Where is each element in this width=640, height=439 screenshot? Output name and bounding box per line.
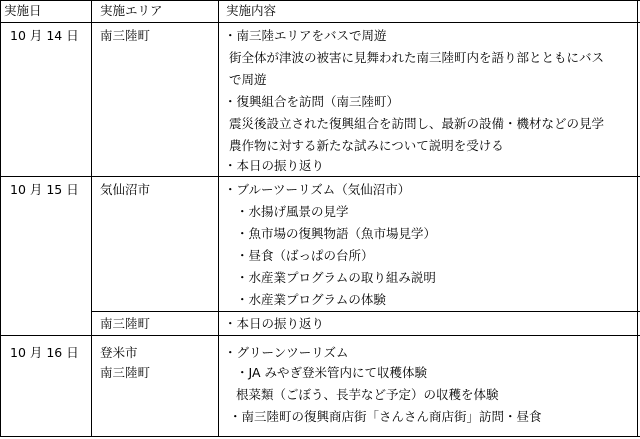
rule-col1 [91, 0, 92, 437]
rule-header [0, 22, 640, 23]
row2-line7: ・本日の振り返り [224, 316, 325, 331]
rule-bottom [0, 436, 640, 437]
row1-line6: 農作物に対する新たな試みについて説明を受ける [229, 138, 504, 153]
row3-line2: ・JA みやぎ登米管内にて収穫体験 [236, 365, 427, 380]
row2-area1: 気仙沼市 [100, 182, 151, 197]
row1-date: 10 月 14 日 [10, 28, 79, 43]
row1-line1: ・南三陸エリアをバスで周遊 [224, 28, 387, 43]
row3-area2: 南三陸町 [100, 365, 151, 380]
row1-area: 南三陸町 [100, 28, 151, 43]
row2-line3: ・魚市場の復興物語（魚市場見学） [236, 226, 437, 241]
row2-line5: ・水産業プログラムの取り組み説明 [236, 270, 436, 285]
row3-line3: 根菜類（ごぼう、長芋など予定）の収穫を体験 [236, 387, 499, 402]
row1-line3: で周遊 [229, 72, 267, 87]
row2-area2: 南三陸町 [100, 316, 151, 331]
row2-line4: ・昼食（ばっぱの台所） [236, 248, 374, 263]
row1-line5: 震災後設立された復興組合を訪問し、最新の設備・機材などの見学 [229, 116, 605, 131]
header-date: 実施日 [4, 3, 42, 18]
rule-top [0, 0, 640, 1]
row2-line1: ・ブルーツーリズム（気仙沼市） [224, 182, 411, 197]
row2-date: 10 月 15 日 [10, 182, 79, 197]
rule-row1 [0, 176, 640, 177]
row1-line4: ・復興組合を訪問（南三陸町） [224, 94, 400, 109]
rule-row2 [0, 335, 640, 336]
rule-left [0, 0, 1, 437]
header-content: 実施内容 [226, 3, 277, 18]
row2-line6: ・水産業プログラムの体験 [236, 292, 386, 307]
row1-line2: 街全体が津波の被害に見舞われた南三陸町内を語り部とともにバス [229, 50, 605, 65]
row2-line2: ・水揚げ風景の見学 [236, 204, 349, 219]
row3-line4: ・南三陸町の復興商店街「さんさん商店街」訪問・昼食 [229, 409, 542, 424]
row3-date: 10 月 16 日 [10, 345, 79, 360]
row1-line7: ・本日の振り返り [224, 158, 325, 173]
row3-line1: ・グリーンツーリズム [224, 345, 349, 360]
rule-col2 [218, 0, 219, 437]
row3-area1: 登米市 [100, 345, 138, 360]
rule-row2-inner [91, 311, 640, 312]
rule-right [637, 0, 638, 437]
header-area: 実施エリア [100, 3, 163, 18]
